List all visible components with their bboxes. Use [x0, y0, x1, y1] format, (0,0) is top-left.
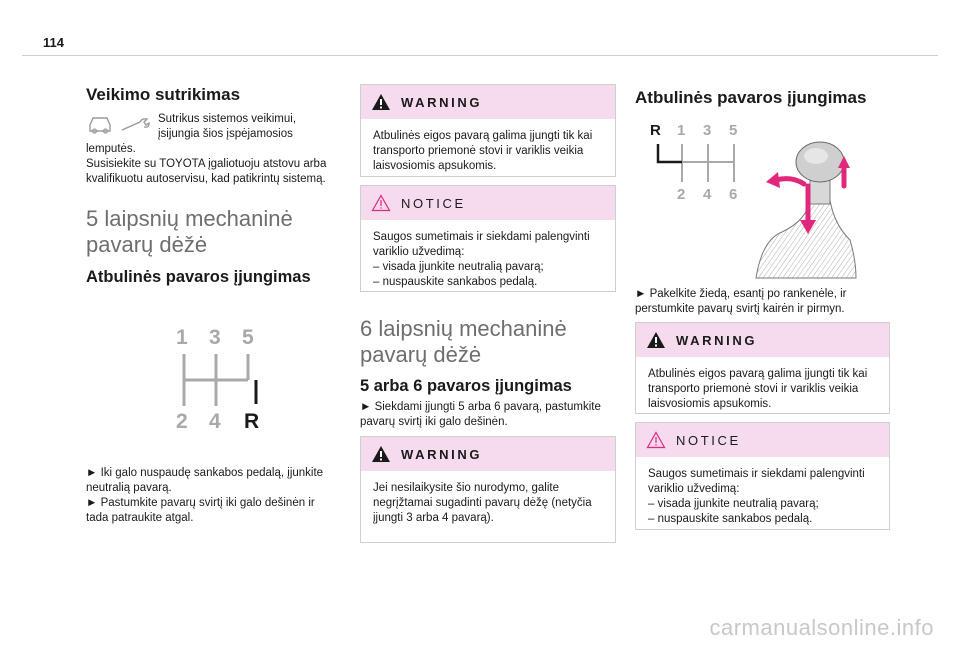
warning-lamp-icons	[86, 112, 152, 136]
warning-box-3: WARNING Atbulinės eigos pavarą galima įjungti tik kai transporto priemonė stovi ir variklis veikia laisvosiomis apsukomis.	[635, 322, 890, 414]
gear-4: 4	[703, 186, 712, 203]
notice-label: NOTICE	[676, 432, 741, 448]
page-number: 114	[43, 35, 64, 50]
warning-triangle-icon	[371, 93, 391, 111]
notice-triangle-icon	[646, 431, 666, 449]
gear-diagram-5-speed	[176, 326, 266, 434]
gear-2: 2	[677, 186, 686, 203]
warning-box-2: WARNING Jei nesilaikysite šio nurodymo, galite negrįžtamai sugadinti pavarų dėžę (netyčia įjungti 3 arba 4 pavarą).	[360, 436, 616, 543]
car-fault-icon	[86, 112, 114, 136]
notice-box-1: NOTICE Saugos sumetimais ir siekdami palengvinti variklio užvedimą: – visada įjunkite neutralią pavarą; – nuspauskite sankabos pedalą.	[360, 185, 616, 292]
gear-3: 3	[209, 326, 221, 349]
gear-r: R	[650, 122, 661, 139]
gear-4: 4	[209, 410, 221, 433]
gear-3: 3	[703, 122, 712, 139]
fault-text-2: įsijungia šios įspėjamosios	[158, 128, 293, 140]
fault-text-1: Sutrikus sistemos veikimui,	[158, 113, 297, 125]
steps-6-speed: ► Siekdami įjungti 5 arba 6 pavarą, pastumkite pavarų svirtį iki galo dešinėn.	[360, 401, 601, 428]
gear-5: 5	[242, 326, 254, 349]
reverse-heading-6: Atbulinės pavaros įjungimas	[635, 88, 867, 107]
gear-5: 5	[729, 122, 738, 139]
steps-5-speed: ► Iki galo nuspaudę sankabos pedalą, įjunkite neutralią pavarą. ► Pastumkite pavarų svirtį iki galo dešinėn ir tada patraukite atgal.	[86, 467, 324, 524]
warning-box-1: WARNING Atbulinės eigos pavarą galima įjungti tik kai transporto priemonė stovi ir variklis veikia laisvosiomis apsukomis.	[360, 84, 616, 177]
watermark: carmanualsonline.info	[709, 615, 934, 640]
gear-lever-illustration	[752, 140, 858, 280]
fault-heading: Veikimo sutrikimas	[86, 85, 241, 104]
section-title-6-speed: 6 laipsnių mechaninė pavarų dėžė	[360, 316, 567, 367]
fault-text-5: kvalifikuotu autoservisu, kad patikrintų sistemą.	[86, 173, 326, 185]
gear-1: 1	[176, 326, 188, 349]
warning-label: WARNING	[676, 332, 758, 348]
notice-box-2: NOTICE Saugos sumetimais ir siekdami palengvinti variklio užvedimą: – visada įjunkite neutralią pavarą; – nuspauskite sankabos pedalą.	[635, 422, 890, 530]
warning-label: WARNING	[401, 94, 483, 110]
notice-label: NOTICE	[401, 195, 466, 211]
fault-text-4: Susisiekite su TOYOTA įgaliotuoju atstovu arba	[86, 158, 327, 170]
gear-6: 6	[729, 186, 738, 203]
warning-triangle-icon	[371, 445, 391, 463]
steps-reverse-6: ► Pakelkite žiedą, esantį po rankenėle, ir perstumkite pavarų svirtį kairėn ir pirmyn.	[635, 288, 847, 315]
gear-r: R	[244, 410, 260, 433]
wrench-icon	[120, 115, 152, 135]
fault-text-3: lemputės.	[86, 143, 136, 155]
header-rule	[22, 55, 938, 56]
gear-1: 1	[677, 122, 686, 139]
gear-56-heading: 5 arba 6 pavaros įjungimas	[360, 377, 572, 395]
notice-triangle-icon	[371, 194, 391, 212]
gear-2: 2	[176, 410, 188, 433]
gear-diagram-6-speed	[648, 122, 742, 204]
warning-label: WARNING	[401, 446, 483, 462]
section-title-5-speed: 5 laipsnių mechaninė pavarų dėžė	[86, 206, 293, 257]
reverse-heading-5: Atbulinės pavaros įjungimas	[86, 268, 311, 286]
warning-triangle-icon	[646, 331, 666, 349]
